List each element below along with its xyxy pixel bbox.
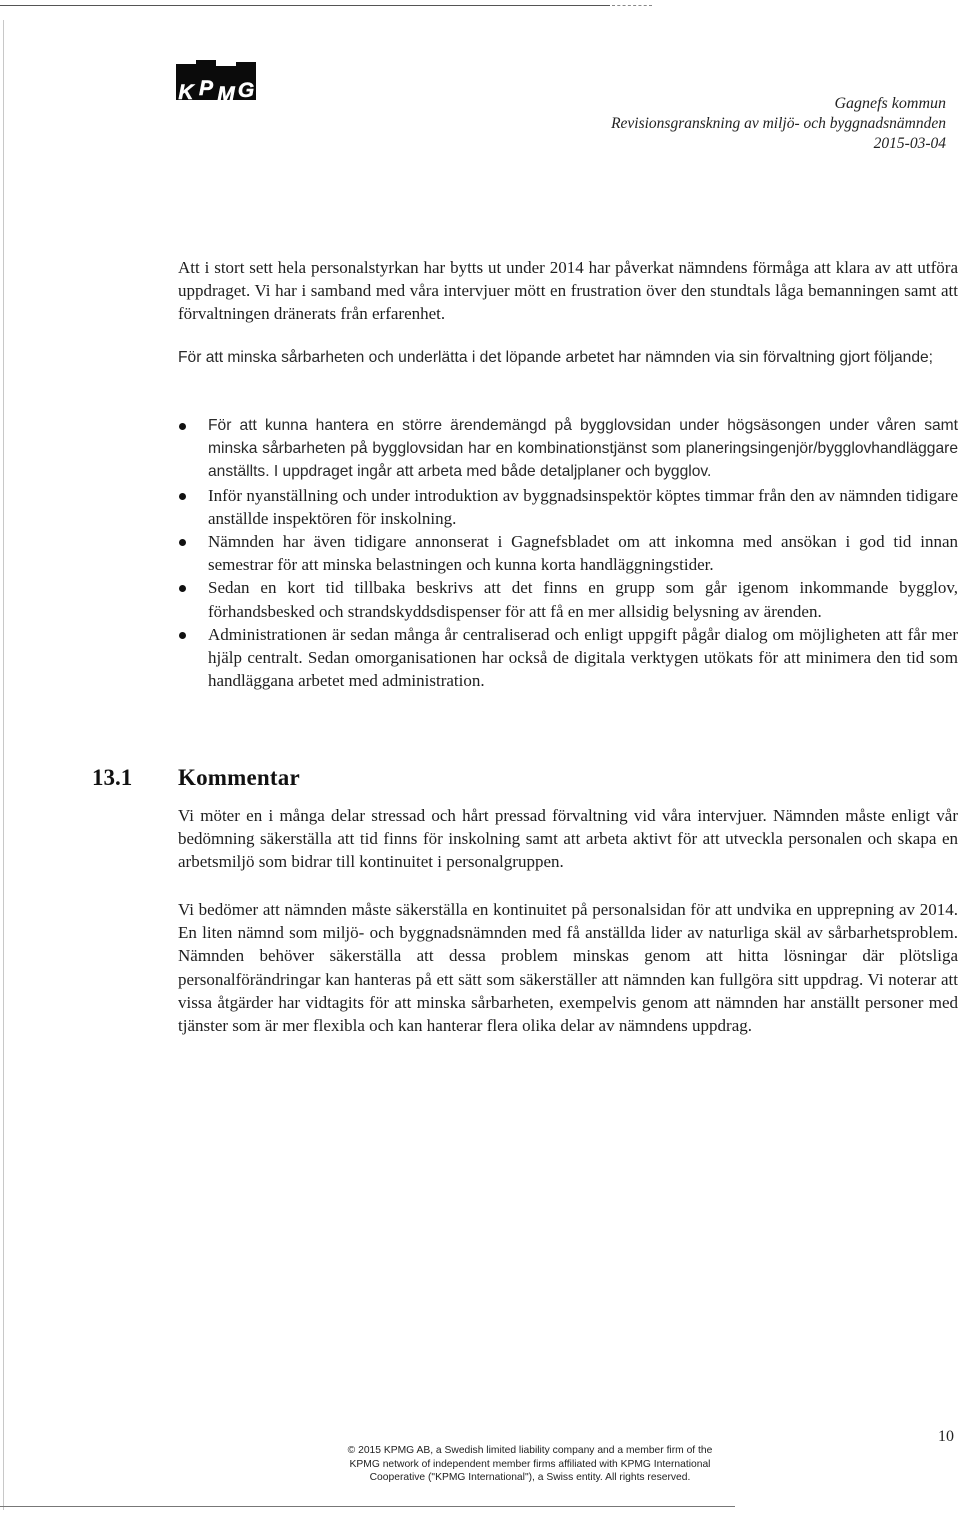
top-rule-dash: [612, 5, 652, 6]
logo-block-m: M: [216, 66, 236, 100]
list-item: [208, 530, 958, 576]
list-item: [208, 576, 958, 622]
bullet-icon: [179, 632, 186, 639]
list-item: [208, 484, 958, 530]
footer-line-2: KPMG network of independent member firms affiliated with KPMG International: [349, 1458, 711, 1470]
list-item-text: Nämnden har även tidigare annonserat i Gagnefsbladet om att inkomna med ansökan i god tid innan semestrar för att minska belastningen och kunna korta handläggningstider.: [208, 532, 958, 575]
page-number: 10: [938, 1428, 954, 1445]
list-item-text: För att kunna hantera en större ärendemängd på bygglovsidan under högsäsongen under våren samt minska sårbarheten på bygglovsidan har en kombinationstjänst som planeringsingenjör/bygglovhandläggare anställts. I uppdraget ingår att arbeta med både detaljplaner och bygglov.: [208, 417, 958, 481]
section-number: 13.1: [92, 765, 133, 790]
list-item-text: Sedan en kort tid tillbaka beskrivs att det finns en grupp som går igenom inkommande bygglov, förhandsbesked och strandskyddsdispenser för att få en mer allsidig belysning av ärenden.: [208, 578, 958, 621]
logo-block-p: P: [196, 60, 216, 100]
list-item: [208, 414, 958, 484]
section-title: Kommentar: [178, 765, 300, 790]
bullet-icon: [179, 493, 186, 500]
page-header: [611, 94, 946, 154]
scan-left-edge: [3, 20, 4, 1510]
bullet-icon: [179, 585, 186, 592]
list-item-text: Inför nyanställning och under introduktion av byggnadsinspektör köptes timmar från den av nämnden tidigare anställde inspektören för inskolning.: [208, 485, 958, 528]
bottom-rule: [0, 1506, 735, 1507]
header-report-title: Revisionsgranskning av miljö- och byggnadsnämnden: [611, 115, 946, 132]
bullet-icon: [179, 423, 186, 430]
actions-intro-paragraph: För att minska sårbarheten och underlätta i det löpande arbetet har nämnden via sin förvaltning gjort följande;: [178, 349, 934, 366]
intro-paragraph: Att i stort sett hela personalstyrkan har bytts ut under 2014 har påverkat nämndens förmåga att klara av att utföra uppdraget. Vi har i samband med våra intervjuer mött en frustration över den stundtals låga bemanningen samt att förvaltningen dränerats från erfarenhet.: [178, 258, 958, 324]
list-item: [208, 623, 958, 693]
header-date: 2015-03-04: [873, 135, 946, 152]
footer-line-1: © 2015 KPMG AB, a Swedish limited liability company and a member firm of the: [347, 1445, 713, 1456]
header-municipality: Gagnefs kommun: [834, 95, 946, 112]
kpmg-logo: [176, 60, 256, 100]
comment-paragraph-1: Vi möter en i många delar stressad och hårt pressad förvaltning vid våra intervjuer. Nämnden måste enligt vår bedömning säkerställa att tid finns för inskolning samt att arbeta aktivt för att utveckla personalen och skapa en arbetsmiljö som bidrar till kontinuitet i personalgruppen.: [178, 806, 958, 872]
copyright-footer: [280, 1444, 780, 1485]
list-item-text: Administrationen är sedan många år centraliserad och enligt uppgift pågår dialog om möjligheten att får mer hjälp centralt. Sedan omorganisationen har också de digitala verktygen utökats för att minimera den tid som handläggana arbetet med administration.: [208, 624, 958, 691]
actions-list: [208, 414, 958, 692]
top-rule: [0, 5, 610, 6]
footer-line-3: Cooperative ("KPMG International"), a Swiss entity. All rights reserved.: [369, 1472, 691, 1483]
logo-block-g: G: [236, 62, 256, 100]
comment-paragraph-2: Vi bedömer att nämnden måste säkerställa en kontinuitet på personalsidan för att undvika en upprepning av 2014. En liten nämnd som miljö- och byggnadsnämnden med få anställda lider av naturliga skäl av sårbarhetsproblem. Nämnden behöver säkerställa att dessa problem minskas genom att hitta lösningar där plötsliga personalförändringar kan hanteras på ett sätt som säkerställer att nämnden kan fullgöra sitt uppdrag. Vi noterar att vissa åtgärder har vidtagits för att minska sårbarheten, exempelvis genom att nämnden har anställt personer med tjänster som är mer flexibla och kan hanterar flera olika delar av nämndens uppdrag.: [178, 900, 958, 1036]
bullet-icon: [179, 539, 186, 546]
logo-block-k: K: [176, 64, 196, 100]
